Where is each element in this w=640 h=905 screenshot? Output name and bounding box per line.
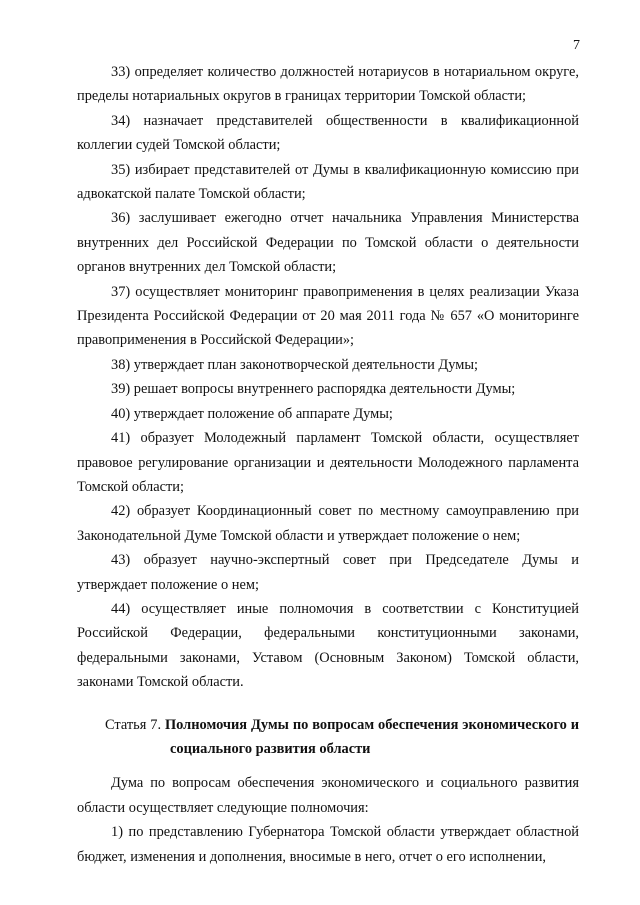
list-item: 39) решает вопросы внутреннего распорядка деятельности Думы; [111, 381, 516, 398]
list-item: 40) утверждает положение об аппарате Думы; [111, 405, 393, 422]
list-item: 44) осуществляет иные полномочия в соответствии с Конституцией Российской Федерации, федеральными конституционными законами, федеральными законами, Уставом (Основным Законом) Томской области, законами Томской области. [77, 600, 579, 691]
article-intro: Дума по вопросам обеспечения экономического и социального развития области осуществляет следующие полномочия: [77, 775, 579, 816]
list-item: 36) заслушивает ежегодно отчет начальника Управления Министерства внутренних дел Российской Федерации по Томской области о деятельности органов внутренних дел Томской области; [77, 210, 579, 276]
page-number: 7 [573, 38, 580, 53]
list-item: 33) определяет количество должностей нотариусов в нотариальном округе, пределы нотариальных округов в границах территории Томской области; [77, 64, 579, 105]
list-item: 37) осуществляет мониторинг правоприменения в целях реализации Указа Президента Российской Федерации от 20 мая 2011 года № 657 «О мониторинге правоприменения в Российской Федерации»; [77, 283, 579, 349]
list-item: 35) избирает представителей от Думы в квалификационную комиссию при адвокатской палате Томской области; [77, 161, 579, 203]
document-body [77, 60, 579, 869]
article-label: Статья 7. [105, 716, 162, 733]
list-item: 1) по представлению Губернатора Томской области утверждает областной бюджет, изменения и дополнения, вносимые в него, отчет о его исполнении, [77, 824, 579, 865]
list-item: 41) образует Молодежный парламент Томской области, осуществляет правовое регулирование организации и деятельности Молодежного парламента Томской области; [77, 430, 579, 495]
list-item: 34) назначает представителей общественности в квалификационной коллегии судей Томской области; [77, 112, 579, 154]
list-item: 43) образует научно-экспертный совет при Председателе Думы и утверждает положение о нем; [77, 552, 579, 593]
list-item: 42) образует Координационный совет по местному самоуправлению при Законодательной Думе Томской области и утверждает положение о нем; [77, 503, 579, 544]
article-title: Полномочия Думы по вопросам обеспечения экономического и социального развития области [164, 716, 580, 757]
list-item: 38) утверждает план законотворческой деятельности Думы; [111, 356, 479, 373]
article-heading [77, 713, 579, 762]
